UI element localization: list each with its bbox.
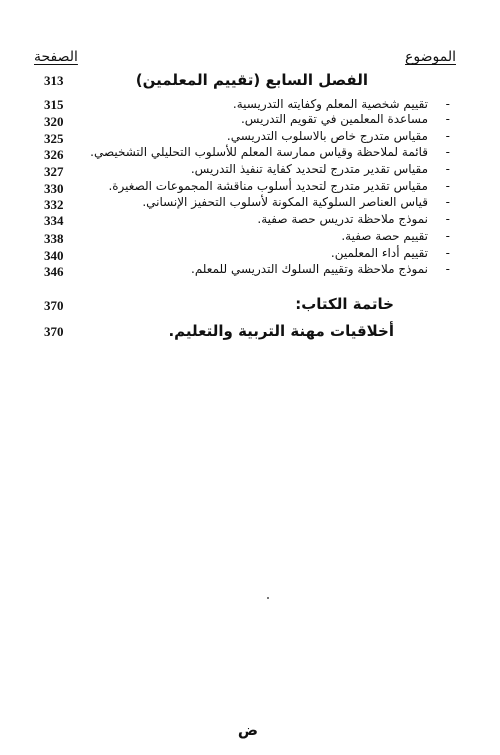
toc-item-text: مساعدة المعلمين في تقويم التدريس. (240, 112, 428, 126)
toc-item (90, 145, 450, 163)
conclusion-title: خاتمة الكتاب: (295, 295, 394, 313)
toc-item-text: نموذج ملاحظة تدريس حصة صفية. (257, 212, 428, 226)
chapter-title: الفصل السابع (تقييم المعلمين) (135, 71, 368, 89)
toc-item-dash: - (445, 129, 450, 143)
conclusion-subtitle-page: 370 (44, 324, 64, 339)
toc-item-text: قائمة لملاحظة وقياس ممارسة المعلم للأسلوب التحليلي التشخيصي. (90, 145, 428, 159)
toc-item (95, 212, 450, 230)
toc-header-topic: الموضوع (405, 49, 456, 65)
toc-item (95, 162, 450, 180)
toc-item (95, 112, 450, 130)
toc-item-dash: - (445, 162, 450, 176)
toc-item-page: 340 (44, 248, 64, 263)
scan-speck (267, 597, 269, 599)
toc-item-dash: - (445, 195, 450, 209)
toc-item-text: تقييم شخصية المعلم وكفايته التدريسية. (232, 97, 428, 111)
toc-item-page: 330 (44, 181, 64, 196)
toc-item-text: نموذج ملاحظة وتقييم السلوك التدريسي للمعلم. (191, 262, 428, 276)
toc-item-dash: - (445, 97, 450, 111)
toc-item (95, 195, 450, 213)
toc-item-dash: - (445, 179, 450, 193)
toc-item-dash: - (445, 212, 450, 226)
toc-item-text: مقياس تقدير متدرج لتحديد كفاية تنفيذ التدريس. (190, 162, 428, 176)
toc-item (95, 262, 450, 280)
toc-item-page: 315 (44, 97, 64, 112)
toc-item-text: مقياس تقدير متدرج لتحديد أسلوب مناقشة المجموعات الصغيرة. (108, 179, 428, 193)
toc-header-page: الصفحة (34, 49, 78, 65)
toc-item-text: قياس العناصر السلوكية المكونة لأسلوب التحفيز الإنساني. (142, 195, 428, 209)
toc-item-page: 325 (44, 131, 64, 146)
page-footer-letter: ض (237, 721, 259, 739)
toc-item-page: 334 (44, 213, 64, 228)
toc-item-dash: - (445, 112, 450, 126)
toc-item-page: 332 (44, 197, 64, 212)
toc-item-text: تقييم حصة صفية. (341, 229, 428, 243)
conclusion-title-page: 370 (44, 298, 64, 313)
toc-item-dash: - (445, 145, 450, 159)
toc-item-dash: - (445, 229, 450, 243)
toc-item-page: 327 (44, 164, 64, 179)
toc-item-page: 338 (44, 231, 64, 246)
toc-item-text: مقياس متدرج خاص بالاسلوب التدريسي. (226, 129, 428, 143)
toc-item-page: 346 (44, 264, 64, 279)
conclusion-subtitle: أخلاقيات مهنة التربية والتعليم. (168, 322, 394, 340)
toc-item-dash: - (445, 246, 450, 260)
toc-item-page: 320 (44, 114, 64, 129)
toc-item-page: 326 (44, 147, 64, 162)
toc-item-dash: - (445, 262, 450, 276)
toc-item (95, 229, 450, 247)
chapter-page: 313 (44, 73, 64, 88)
toc-item-text: تقييم أداء المعلمين. (330, 246, 428, 260)
